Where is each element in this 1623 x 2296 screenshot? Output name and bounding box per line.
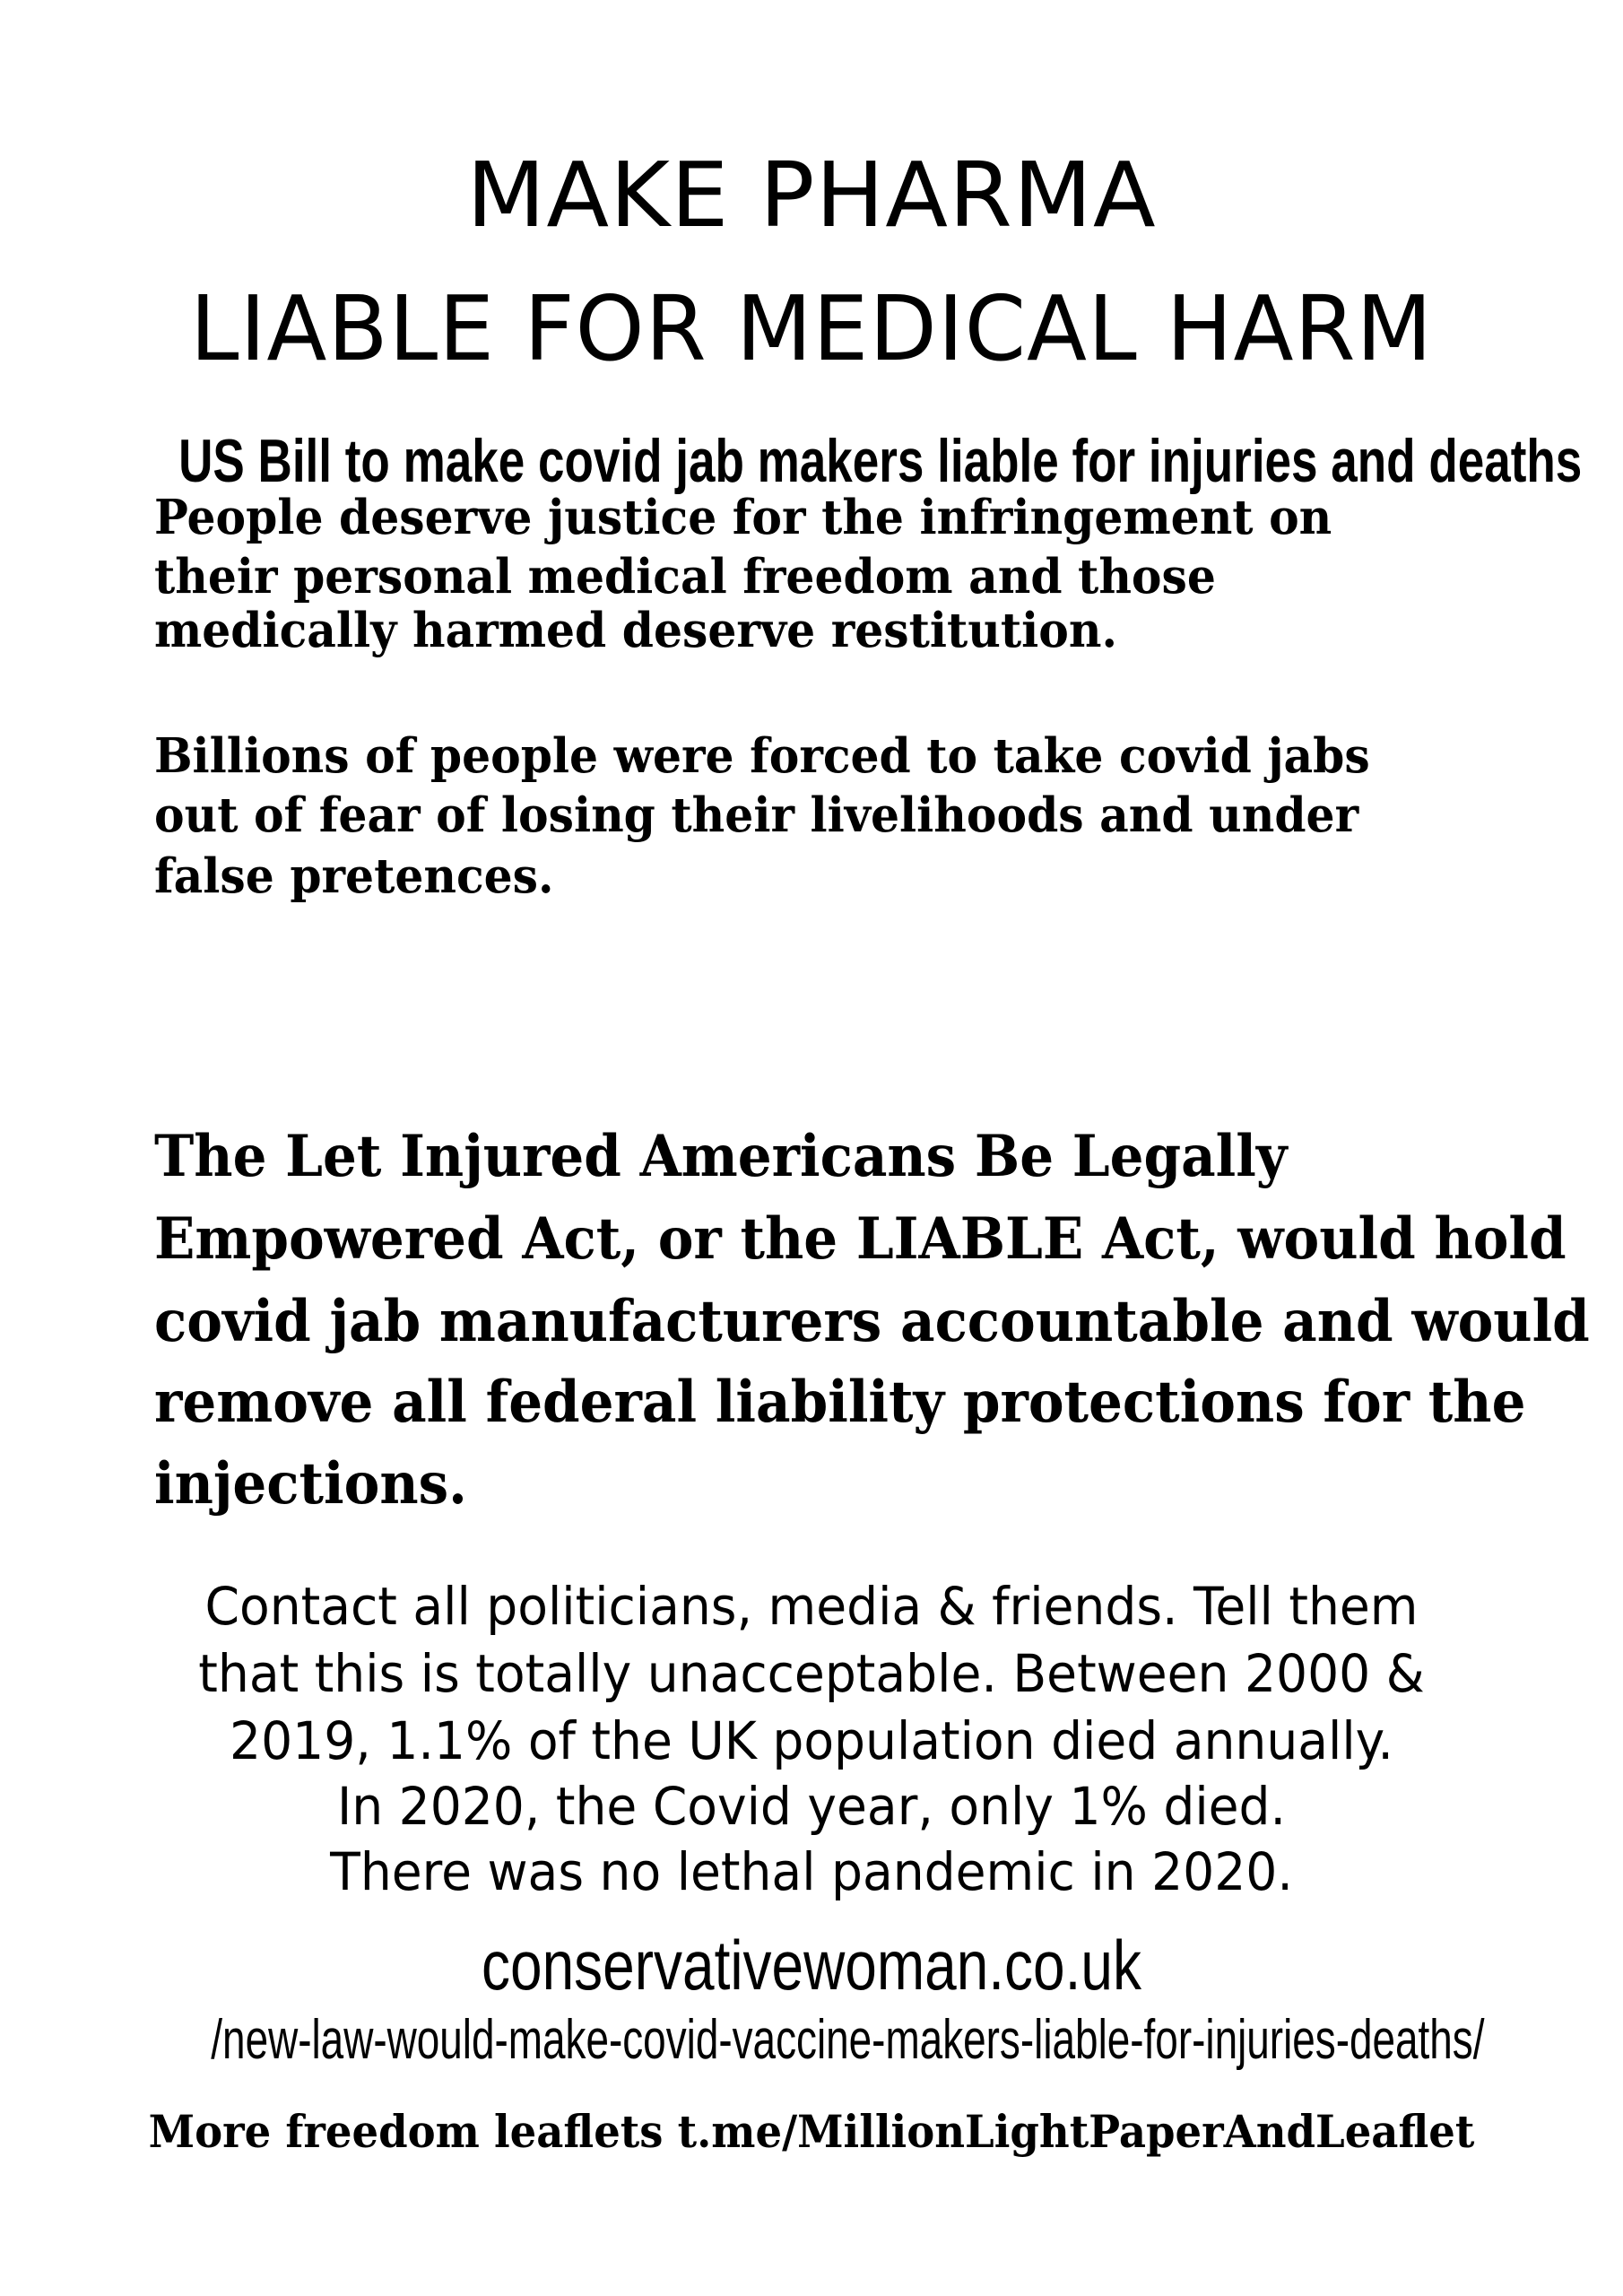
paragraph-line: false pretences. — [154, 848, 554, 904]
paragraph-line: The Let Injured Americans Be Legally — [154, 1123, 1288, 1190]
contact-line: Contact all politicians, media & friends. Tell them — [204, 1576, 1419, 1637]
paragraph-line: out of fear of losing their livelihoods and under — [154, 787, 1359, 843]
contact-line: There was no lethal pandemic in 2020. — [330, 1841, 1293, 1902]
source-url-path: /new-law-would-make-covid-vaccine-makers-liable-for-injuries-deaths/ — [211, 2009, 1485, 2071]
paragraph-line: covid jab manufacturers accountable and would — [154, 1288, 1590, 1355]
paragraph-line: medically harmed deserve restitution. — [154, 603, 1118, 658]
subtitle: US Bill to make covid jab makers liable for injuries and deaths — [178, 427, 1583, 495]
paragraph-line: injections. — [154, 1450, 467, 1518]
paragraph-line: remove all federal liability protections for the — [154, 1369, 1526, 1436]
paragraph-line: People deserve justice for the infringement on — [154, 490, 1332, 545]
contact-line: In 2020, the Covid year, only 1% died. — [336, 1776, 1287, 1837]
contact-line: that this is totally unacceptable. Between 2000 & — [198, 1643, 1425, 1704]
contact-line: 2019, 1.1% of the UK population died annually. — [230, 1710, 1393, 1771]
headline-line-2: LIABLE FOR MEDICAL HARM — [189, 276, 1434, 381]
paragraph-line: Billions of people were forced to take covid jabs — [154, 728, 1370, 784]
paragraph-line: their personal medical freedom and those — [154, 549, 1216, 604]
headline-line-1: MAKE PHARMA — [466, 143, 1157, 248]
paragraph-line: Empowered Act, or the LIABLE Act, would hold — [154, 1205, 1567, 1273]
footer-telegram-link: More freedom leaflets t.me/MillionLightPaperAndLeaflet — [148, 2105, 1475, 2158]
source-site: conservativewoman.co.uk — [482, 1926, 1141, 2005]
